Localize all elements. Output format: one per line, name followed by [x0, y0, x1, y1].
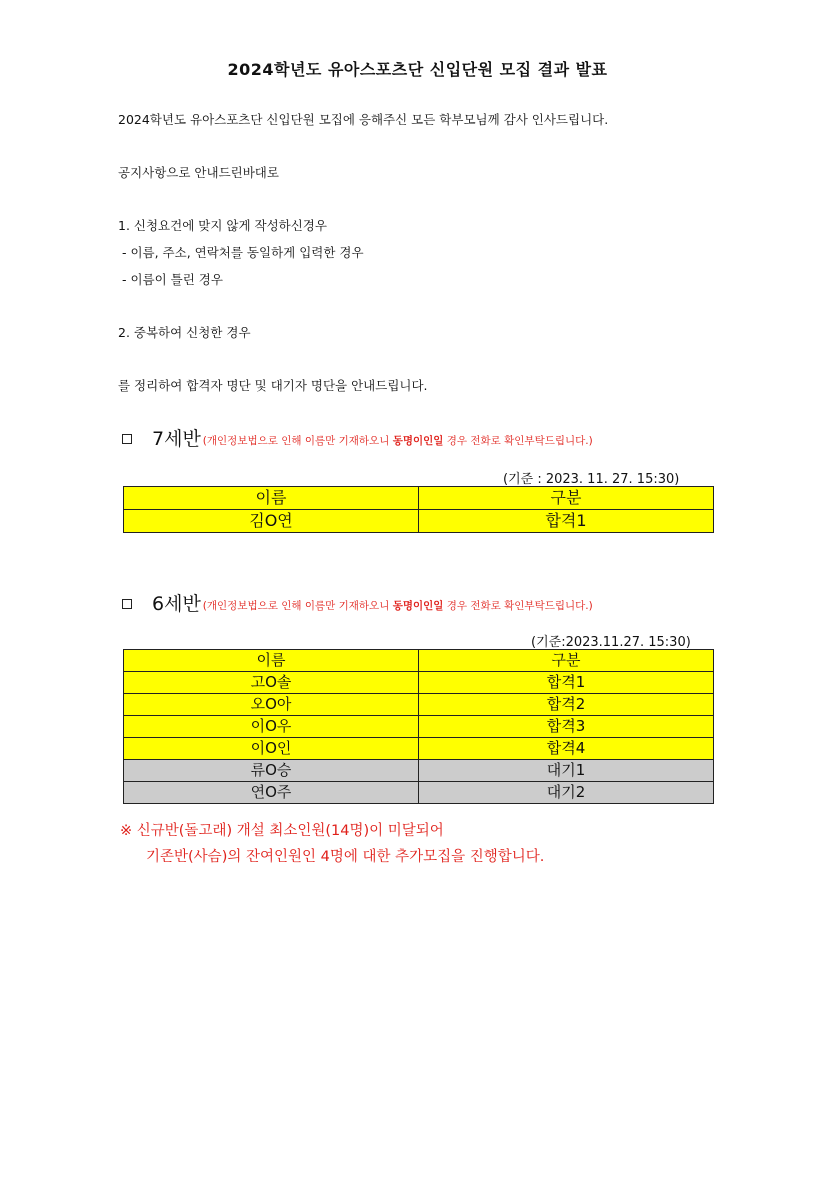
intro-item1: 1. 신청요건에 맞지 않게 작성하신경우	[118, 218, 327, 233]
header-status: 구분	[419, 650, 714, 672]
section-heading-7	[122, 424, 593, 451]
section-title: 7세반	[152, 428, 201, 450]
section-note: (개인정보법으로 인해 이름만 기재하오니 동명이인일 경우 전화로 확인부탁드립니다.)	[202, 435, 593, 447]
cell-status: 합격4	[419, 738, 714, 760]
header-name: 이름	[124, 487, 419, 510]
basis-date: (기준:2023.11.27. 15:30)	[531, 635, 691, 650]
basis-date: (기준 : 2023. 11. 27. 15:30)	[503, 472, 680, 487]
cell-name: 고O솔	[124, 672, 419, 694]
cell-status: 합격1	[419, 672, 714, 694]
cell-name: 오O아	[124, 694, 419, 716]
table-row	[124, 510, 714, 533]
checkbox-square-icon	[122, 434, 132, 444]
section-title: 6세반	[152, 593, 201, 615]
cell-status: 대기1	[419, 760, 714, 782]
intro-thanks: 2024학년도 유아스포츠단 신입단원 모집에 응해주신 모든 학부모님께 감사 인사드립니다.	[118, 112, 609, 127]
intro-closing: 를 정리하여 합격자 명단 및 대기자 명단을 안내드립니다.	[118, 378, 428, 393]
header-name: 이름	[124, 650, 419, 672]
cell-name: 이O우	[124, 716, 419, 738]
table-row	[124, 760, 714, 782]
intro-item2: 2. 중복하여 신청한 경우	[118, 325, 251, 340]
table-row	[124, 672, 714, 694]
intro-item1-sub1: - 이름, 주소, 연락처를 동일하게 입력한 경우	[118, 245, 364, 260]
footer-notice-line2: 기존반(사슴)의 잔여인원인 4명에 대한 추가모집을 진행합니다.	[146, 849, 545, 865]
table-header-row	[124, 487, 714, 510]
cell-name: 김O연	[124, 510, 419, 533]
cell-status: 합격3	[419, 716, 714, 738]
results-table-7	[123, 486, 714, 533]
page-title: 2024학년도 유아스포츠단 신입단원 모집 결과 발표	[227, 60, 608, 79]
section-note: (개인정보법으로 인해 이름만 기재하오니 동명이인일 경우 전화로 확인부탁드립니다.)	[202, 600, 593, 612]
results-table-6	[123, 649, 714, 804]
table-row	[124, 694, 714, 716]
table-header-row	[124, 650, 714, 672]
checkbox-square-icon	[122, 599, 132, 609]
section-heading-6	[122, 589, 593, 616]
cell-name: 이O인	[124, 738, 419, 760]
cell-status: 합격1	[419, 510, 714, 533]
table-row	[124, 782, 714, 804]
cell-name: 류O승	[124, 760, 419, 782]
header-status: 구분	[419, 487, 714, 510]
footer-notice-line1: ※ 신규반(돌고래) 개설 최소인원(14명)이 미달되어	[120, 823, 444, 839]
intro-item1-sub2: - 이름이 틀린 경우	[118, 272, 223, 287]
cell-status: 합격2	[419, 694, 714, 716]
table-row	[124, 738, 714, 760]
table-row	[124, 716, 714, 738]
cell-status: 대기2	[419, 782, 714, 804]
intro-notice: 공지사항으로 안내드린바대로	[118, 165, 279, 180]
cell-name: 연O주	[124, 782, 419, 804]
